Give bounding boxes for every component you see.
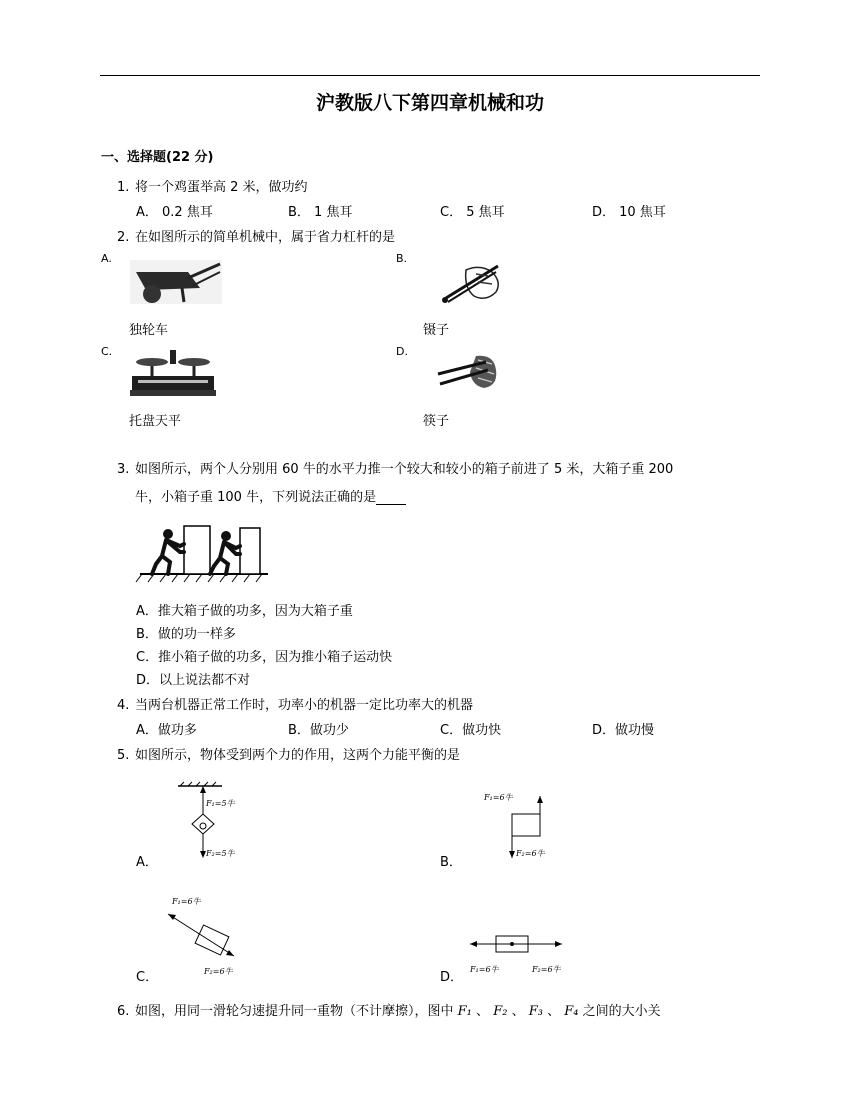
label-c-f2: F₂=6牛 (204, 967, 233, 976)
q2-caption-b: 镊子 (423, 323, 450, 338)
q2-option-b-letter: B. (396, 252, 408, 265)
q2-option-a-letter: A. (101, 252, 112, 265)
section-heading: 一、选择题(22 分) (101, 150, 214, 165)
f4-symbol: F₄ (564, 1004, 579, 1019)
q3-option-c: C．推小箱子做的功多，因为推小箱子运动快 (136, 650, 393, 665)
label-d-f2: F₂=6牛 (532, 965, 561, 974)
label-b-f2: F₂=6牛 (516, 849, 545, 858)
question-text: 将一个鸡蛋举高 2 米，做功约 (135, 180, 308, 195)
question-number: 6. (117, 1004, 130, 1019)
q1-option-a: A． 0.2 焦耳 (136, 205, 213, 220)
separator: 、 (511, 1004, 525, 1019)
q2-caption-d: 筷子 (423, 414, 450, 429)
wheelbarrow-image (130, 258, 222, 306)
force-diagram-c (164, 892, 254, 982)
q2-option-c-letter: C. (101, 345, 113, 358)
question-text: 如图所示，物体受到两个力的作用，这两个力能平衡的是 (135, 748, 461, 763)
label-d-f1: F₁=6牛 (470, 965, 499, 974)
question-text: 当两台机器正常工作时，功率小的机器一定比功率大的机器 (135, 698, 474, 713)
question-number: 4. (117, 698, 130, 713)
question-5 (117, 744, 460, 763)
q5-letter-d: D． (440, 970, 464, 985)
question-3 (117, 458, 673, 477)
question-text-line2: 牛，小箱子重 100 牛，下列说法正确的是 (135, 490, 377, 505)
q2-option-d-letter: D. (396, 345, 408, 358)
question-3-line2 (135, 486, 406, 505)
question-1 (117, 176, 308, 195)
page-title: 沪教版八下第四章机械和功 (315, 92, 544, 114)
label-a-f2: F₂=5牛 (206, 849, 235, 858)
q3-option-d: D．以上说法都不对 (136, 673, 251, 688)
force-diagram-d (466, 930, 576, 980)
f2-symbol: F₂ (493, 1004, 508, 1019)
q5-letter-c: C． (136, 970, 159, 985)
tweezers-image (436, 262, 506, 308)
question-text-tail: 之间的大小关 (582, 1004, 661, 1019)
balance-scale-image (128, 346, 218, 402)
q2-caption-a: 独轮车 (129, 323, 169, 338)
question-2 (117, 226, 395, 245)
question-number: 3. (117, 462, 130, 477)
q4-option-c: C．做功快 (440, 723, 502, 738)
q4-option-b: B．做功少 (288, 723, 349, 738)
answer-blank (376, 492, 406, 505)
q5-letter-a: A． (136, 855, 158, 870)
question-text: 如图，用同一滑轮匀速提升同一重物（不计摩擦），图中 (135, 1004, 454, 1019)
q4-option-d: D．做功慢 (592, 723, 655, 738)
q4-option-a: A．做功多 (136, 723, 197, 738)
q3-option-a: A．推大箱子做的功多，因为大箱子重 (136, 604, 353, 619)
chopsticks-image (436, 350, 500, 392)
question-text-line1: 如图所示，两个人分别用 60 牛的水平力推一个较大和较小的箱子前进了 5 米，大箱子重 200 (135, 462, 674, 477)
separator: 、 (547, 1004, 561, 1019)
f1-symbol: F₁ (457, 1004, 472, 1019)
force-diagram-b (480, 786, 570, 866)
q3-option-b: B．做的功一样多 (136, 627, 236, 642)
pushing-boxes-image (128, 522, 270, 584)
question-text: 在如图所示的简单机械中，属于省力杠杆的是 (135, 230, 396, 245)
header-rule (100, 75, 760, 76)
question-4 (117, 694, 473, 713)
force-diagram-a (176, 782, 256, 862)
question-number: 2. (117, 230, 130, 245)
q1-option-d: D． 10 焦耳 (592, 205, 666, 220)
label-a-f1: F₁=5牛 (206, 799, 235, 808)
question-number: 5. (117, 748, 130, 763)
separator: 、 (476, 1004, 490, 1019)
q1-option-c: C． 5 焦耳 (440, 205, 505, 220)
question-number: 1. (117, 180, 130, 195)
label-c-f1: F₁=6牛 (172, 897, 201, 906)
q5-letter-b: B． (440, 855, 462, 870)
question-6 (117, 1000, 661, 1019)
f3-symbol: F₃ (528, 1004, 543, 1019)
q2-caption-c: 托盘天平 (129, 414, 182, 429)
q1-option-b: B． 1 焦耳 (288, 205, 353, 220)
label-b-f1: F₁=6牛 (484, 793, 513, 802)
